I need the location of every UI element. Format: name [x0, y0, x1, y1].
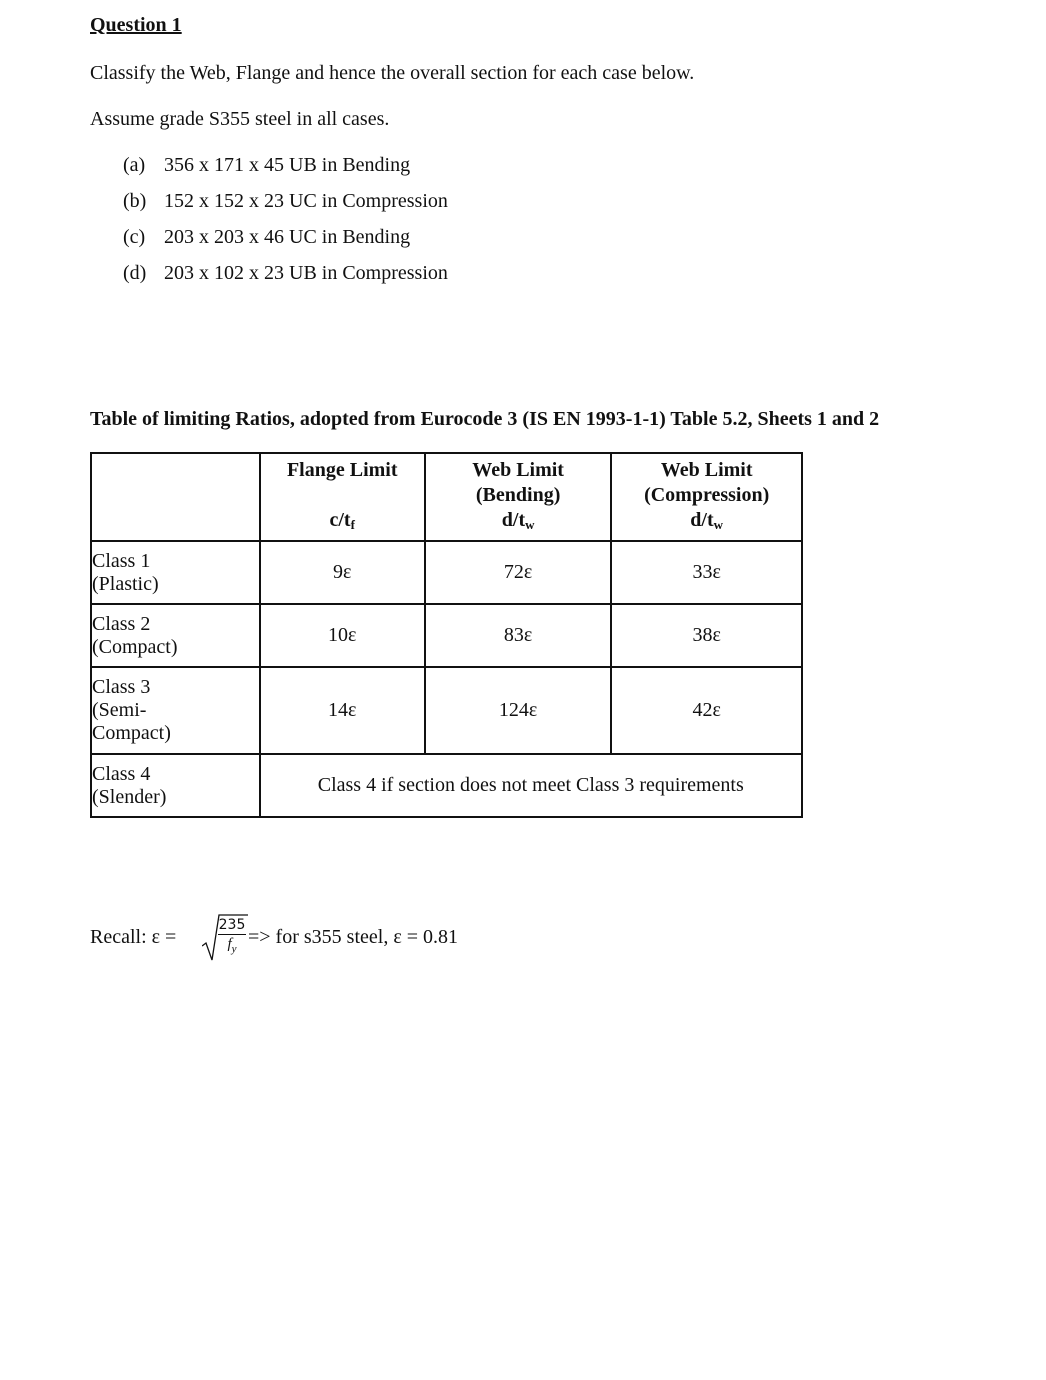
- limiting-ratios-table: [90, 452, 803, 818]
- case-text: 203 x 203 x 46 UC in Bending: [164, 226, 411, 248]
- case-label: (b): [123, 190, 147, 212]
- recall-prefix: Recall: ε =: [90, 926, 177, 948]
- table-header-row: [91, 453, 802, 541]
- web-bending-value: 124ε: [425, 667, 611, 754]
- fraction-numerator: 235: [218, 917, 246, 933]
- case-item: [123, 154, 410, 177]
- case-label: (d): [123, 262, 147, 284]
- web-bending-value: 72ε: [425, 541, 611, 604]
- web-compression-value: 33ε: [611, 541, 802, 604]
- table-row: [91, 667, 802, 754]
- flange-limit-value: 9ε: [260, 541, 425, 604]
- recall-result: => for s355 steel, ε = 0.81: [248, 926, 458, 948]
- case-text: 203 x 102 x 23 UB in Compression: [164, 262, 448, 284]
- table-row: [91, 604, 802, 667]
- case-text: 356 x 171 x 45 UB in Bending: [164, 154, 411, 176]
- question-intro: Classify the Web, Flange and hence the overall section for each case below.: [90, 62, 695, 84]
- class-cell: Class 4 (Slender): [91, 754, 260, 817]
- web-compression-value: 38ε: [611, 604, 802, 667]
- question-title: Question 1: [90, 14, 182, 36]
- case-item: [123, 226, 410, 249]
- class-cell: Class 2 (Compact): [91, 604, 260, 667]
- case-label: (a): [123, 154, 146, 176]
- header-web-limit-bending: Web Limit (Bending) $d/t_w$: [425, 453, 611, 541]
- flange-limit-value: 10ε: [260, 604, 425, 667]
- class4-note: Class 4 if section does not meet Class 3 requirements: [260, 754, 802, 817]
- header-flange-limit: Flange Limit $c/t_f$: [260, 453, 425, 541]
- case-text: 152 x 152 x 23 UC in Compression: [164, 190, 448, 212]
- case-item: [123, 190, 448, 213]
- fraction-denominator: $f_y$: [227, 936, 237, 955]
- flange-limit-value: 14ε: [260, 667, 425, 754]
- header-empty-cell: [91, 453, 260, 541]
- class-cell: Class 3 (Semi- Compact): [91, 667, 260, 754]
- header-web-limit-compression: Web Limit (Compression) $d/t_w$: [611, 453, 802, 541]
- table-caption: Table of limiting Ratios, adopted from Eurocode 3 (IS EN 1993-1-1) Table 5.2, Sheets 1 and 2: [90, 408, 880, 430]
- case-item: [123, 262, 448, 285]
- web-compression-value: 42ε: [611, 667, 802, 754]
- epsilon-fraction: [218, 916, 246, 958]
- table-row: [91, 541, 802, 604]
- class-cell: Class 1 (Plastic): [91, 541, 260, 604]
- web-bending-value: 83ε: [425, 604, 611, 667]
- steel-grade-assumption: Assume grade S355 steel in all cases.: [90, 108, 390, 130]
- case-label: (c): [123, 226, 146, 248]
- table-row: [91, 754, 802, 817]
